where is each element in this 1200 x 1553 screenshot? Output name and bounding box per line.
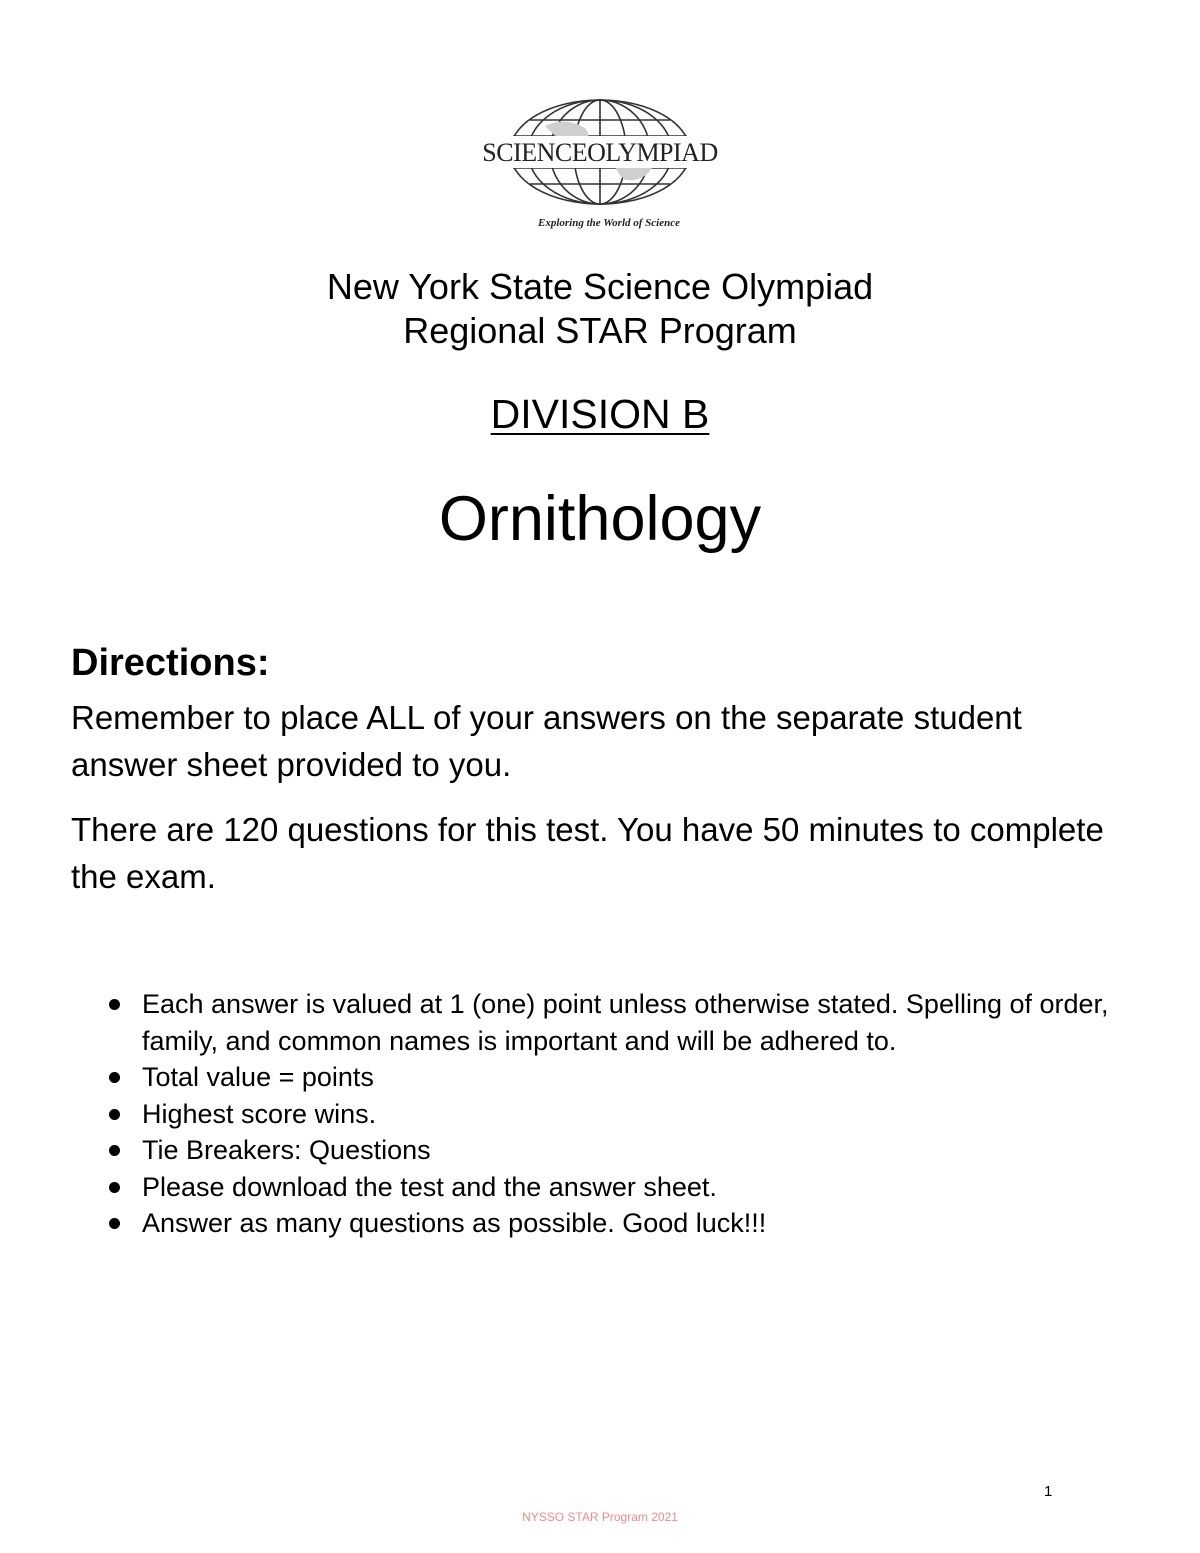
logo-tagline: Exploring the World of Science bbox=[538, 217, 680, 229]
directions-heading: Directions: bbox=[71, 642, 270, 684]
rules-list bbox=[104, 986, 1124, 1242]
bullet-icon bbox=[109, 1109, 120, 1120]
org-line-2: Regional STAR Program bbox=[403, 310, 797, 351]
org-line-1: New York State Science Olympiad bbox=[326, 266, 874, 307]
list-item: Answer as many questions as possible. Good luck!!! bbox=[104, 1205, 1124, 1242]
bullet-icon bbox=[109, 1218, 120, 1229]
bullet-icon bbox=[109, 1072, 120, 1083]
list-item: Total value = points bbox=[104, 1059, 1124, 1096]
list-item: Each answer is valued at 1 (one) point unless otherwise stated. Spelling of order, family, and common names is important and will be adhered to. bbox=[104, 986, 1124, 1059]
list-item: Tie Breakers: Questions bbox=[104, 1132, 1124, 1169]
page-footer: NYSSO STAR Program 2021 bbox=[522, 1510, 678, 1524]
directions-paragraph-2: There are 120 questions for this test. You have 50 minutes to complete the exam. bbox=[71, 811, 1104, 895]
bullet-icon bbox=[109, 1182, 120, 1193]
directions-paragraph-1: Remember to place ALL of your answers on the separate student answer sheet provided to you. bbox=[71, 699, 1022, 783]
list-item: Please download the test and the answer sheet. bbox=[104, 1169, 1124, 1206]
science-olympiad-logo bbox=[475, 96, 725, 236]
page-number: 1 bbox=[1044, 1483, 1053, 1500]
division-label: DIVISION B bbox=[490, 391, 710, 437]
bullet-icon bbox=[109, 1145, 120, 1156]
logo-wordmark: SCIENCEOLYMPIAD bbox=[482, 138, 718, 167]
bullet-icon bbox=[109, 999, 120, 1010]
list-item: Highest score wins. bbox=[104, 1096, 1124, 1133]
event-title: Ornithology bbox=[438, 484, 762, 554]
